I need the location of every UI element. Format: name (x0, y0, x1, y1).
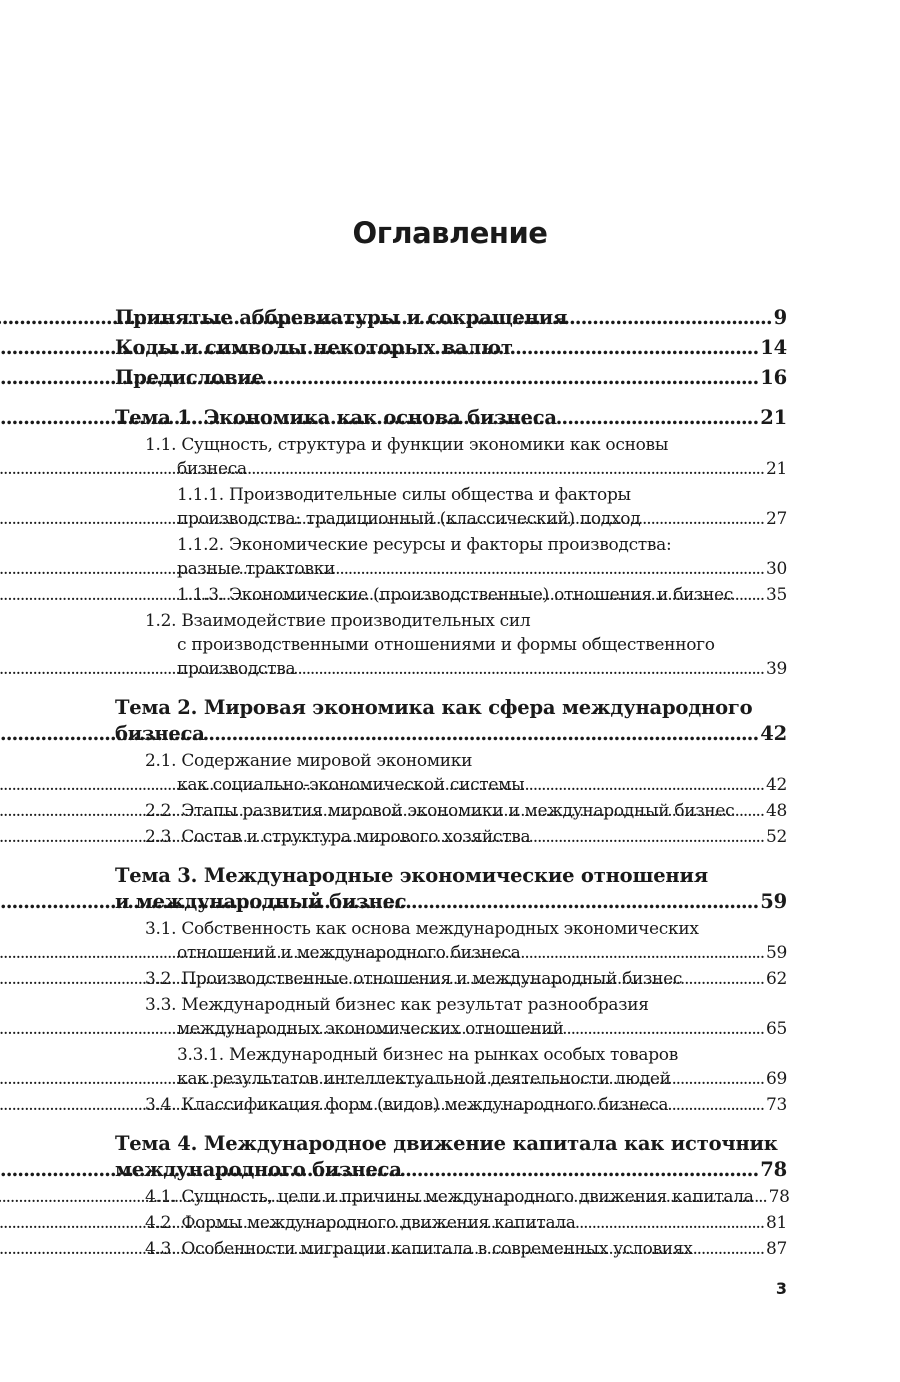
toc-entry-title-line: Тема 1. Экономика как основа бизнеса (115, 406, 557, 429)
toc-entry[interactable] (145, 433, 787, 481)
toc-entry-title-line: 3.3.1. Международный бизнес на рынках особых товаров (177, 1045, 678, 1065)
page-number: 3 (775, 1279, 787, 1298)
toc-entry-title-line: Тема 4. Международное движение капитала как источник (115, 1132, 778, 1155)
toc-entry-page: 81 (765, 1213, 787, 1233)
section-gap (115, 391, 787, 401)
toc-entry[interactable] (115, 335, 787, 361)
dot-leader (208, 721, 759, 747)
toc-entry-page: 59 (760, 890, 787, 913)
toc-entry-title-line: 4.2. Формы международного движения капитала (145, 1213, 576, 1233)
toc-entry-page: 78 (760, 1158, 787, 1181)
toc-entry-page: 65 (765, 1019, 787, 1039)
toc-entry-page: 42 (760, 722, 787, 745)
toc-entry[interactable] (145, 799, 787, 823)
dot-leader (757, 1185, 767, 1209)
toc-entry-title-line: 1.2. Взаимодействие производительных сил (145, 611, 531, 631)
toc-entry[interactable] (115, 405, 787, 431)
dot-leader (671, 1093, 764, 1117)
toc-entry-page: 9 (773, 306, 787, 329)
toc-entry-page: 30 (765, 559, 787, 579)
dot-leader (267, 365, 758, 391)
dot-leader (674, 1067, 764, 1091)
dot-leader (579, 1211, 764, 1235)
section-gap (115, 849, 787, 859)
toc-entry-page: 14 (760, 336, 787, 359)
toc-entry[interactable] (145, 749, 787, 797)
toc-entry[interactable] (115, 863, 787, 915)
dot-leader (685, 967, 764, 991)
toc-entry-page: 16 (760, 366, 787, 389)
toc-entry[interactable] (177, 1043, 787, 1091)
toc-entry[interactable] (177, 483, 787, 531)
toc-entry[interactable] (145, 917, 787, 965)
toc-entry-page: 21 (760, 406, 787, 429)
toc-entry-title-line: с производственными отношениями и формы общественного (177, 635, 715, 655)
toc-entry-title-line: 2.1. Содержание мировой экономики (145, 751, 473, 771)
toc-entry[interactable] (145, 609, 787, 681)
toc-entry-title-line: 2.2. Этапы развития мировой экономики и международный бизнес (145, 801, 735, 821)
toc-entry-title-line: отношений и международного бизнеса (177, 943, 521, 963)
toc-entry[interactable] (177, 583, 787, 607)
toc-entry-title-line: 3.2. Производственные отношения и международный бизнес (145, 969, 683, 989)
toc-entry-title-line: Принятые аббревиатуры и сокращения (115, 306, 568, 329)
toc-entry-title-line: Тема 3. Международные экономические отношения (115, 864, 708, 887)
toc-entry-page: 59 (765, 943, 787, 963)
section-gap (115, 1117, 787, 1127)
dot-leader (696, 1237, 764, 1261)
dot-leader (737, 799, 764, 823)
dot-leader (298, 657, 764, 681)
toc-entry-title-line: и международный бизнес (115, 890, 407, 913)
toc-entry-title-line: 3.3. Международный бизнес как результат разнообразия (145, 995, 649, 1015)
toc-entry-title-line: как социально-экономической системы (177, 775, 525, 795)
dot-leader (516, 335, 759, 361)
toc-entry-title-line: 1.1.3. Экономические (производственные) отношения и бизнес (177, 585, 734, 605)
page-title: Оглавление (352, 216, 548, 250)
dot-leader (643, 507, 764, 531)
toc-entry-page: 69 (765, 1069, 787, 1089)
toc-entry-title-line: 1.1.2. Экономические ресурсы и факторы производства: (177, 535, 672, 555)
toc-entry-page: 27 (765, 509, 787, 529)
table-of-contents (115, 305, 790, 1261)
toc-entry-title-line: разные трактовки (177, 559, 336, 579)
dot-leader (527, 773, 764, 797)
dot-leader (523, 941, 764, 965)
toc-entry-title-line: 4.3. Особенности миграции капитала в современных условиях (145, 1239, 693, 1259)
toc-entry[interactable] (145, 825, 787, 849)
toc-entry-title-line: 1.1. Сущность, структура и функции экономики как основы (145, 435, 669, 455)
toc-entry[interactable] (115, 305, 787, 331)
dot-leader (567, 1017, 764, 1041)
toc-entry-title-line: 1.1.1. Производительные силы общества и факторы (177, 485, 631, 505)
toc-entry-title-line: Предисловие (115, 366, 264, 389)
dot-leader (533, 825, 764, 849)
toc-entry[interactable] (145, 1093, 787, 1117)
toc-entry-page: 48 (765, 801, 787, 821)
toc-entry[interactable] (177, 533, 787, 581)
toc-entry-title-line: 3.1. Собственность как основа международных экономических (145, 919, 699, 939)
toc-entry-page: 35 (765, 585, 787, 605)
toc-entry-title-line: производства: традиционный (классический) подход (177, 509, 641, 529)
toc-entry-title-line: производства (177, 659, 296, 679)
toc-entry[interactable] (145, 967, 787, 991)
toc-entry-page: 21 (765, 459, 787, 479)
toc-entry[interactable] (115, 365, 787, 391)
toc-entry-page: 78 (768, 1187, 790, 1207)
dot-leader (338, 557, 764, 581)
toc-entry-title-line: Коды и символы некоторых валют (115, 336, 513, 359)
toc-entry[interactable] (145, 993, 787, 1041)
toc-entry[interactable] (145, 1237, 787, 1261)
section-gap (115, 681, 787, 691)
toc-entry-page: 73 (765, 1095, 787, 1115)
toc-entry[interactable] (145, 1211, 787, 1235)
toc-entry-title-line: бизнеса (177, 459, 247, 479)
dot-leader (409, 889, 758, 915)
toc-entry[interactable] (115, 1131, 787, 1183)
toc-entry-title-line: международного бизнеса (115, 1158, 402, 1181)
toc-entry-title-line: международных экономических отношений (177, 1019, 564, 1039)
toc-entry-page: 42 (765, 775, 787, 795)
toc-entry[interactable] (145, 1185, 790, 1209)
dot-leader (570, 305, 771, 331)
toc-entry-page: 52 (765, 827, 787, 847)
dot-leader (405, 1157, 758, 1183)
toc-entry[interactable] (115, 695, 787, 747)
toc-entry-title-line: Тема 2. Мировая экономика как сфера международного (115, 696, 753, 719)
toc-entry-title-line: бизнеса (115, 722, 205, 745)
toc-entry-page: 87 (765, 1239, 787, 1259)
toc-entry-page: 62 (765, 969, 787, 989)
toc-entry-title-line: как результатов интеллектуальной деятельности людей (177, 1069, 671, 1089)
toc-entry-page: 39 (765, 659, 787, 679)
dot-leader (560, 405, 758, 431)
dot-leader (250, 457, 764, 481)
dot-leader (736, 583, 764, 607)
toc-entry-title-line: 2.3. Состав и структура мирового хозяйства (145, 827, 531, 847)
toc-entry-title-line: 4.1. Сущность, цели и причины международного движения капитала (145, 1187, 754, 1207)
toc-entry-title-line: 3.4. Классификация форм (видов) международного бизнеса (145, 1095, 669, 1115)
